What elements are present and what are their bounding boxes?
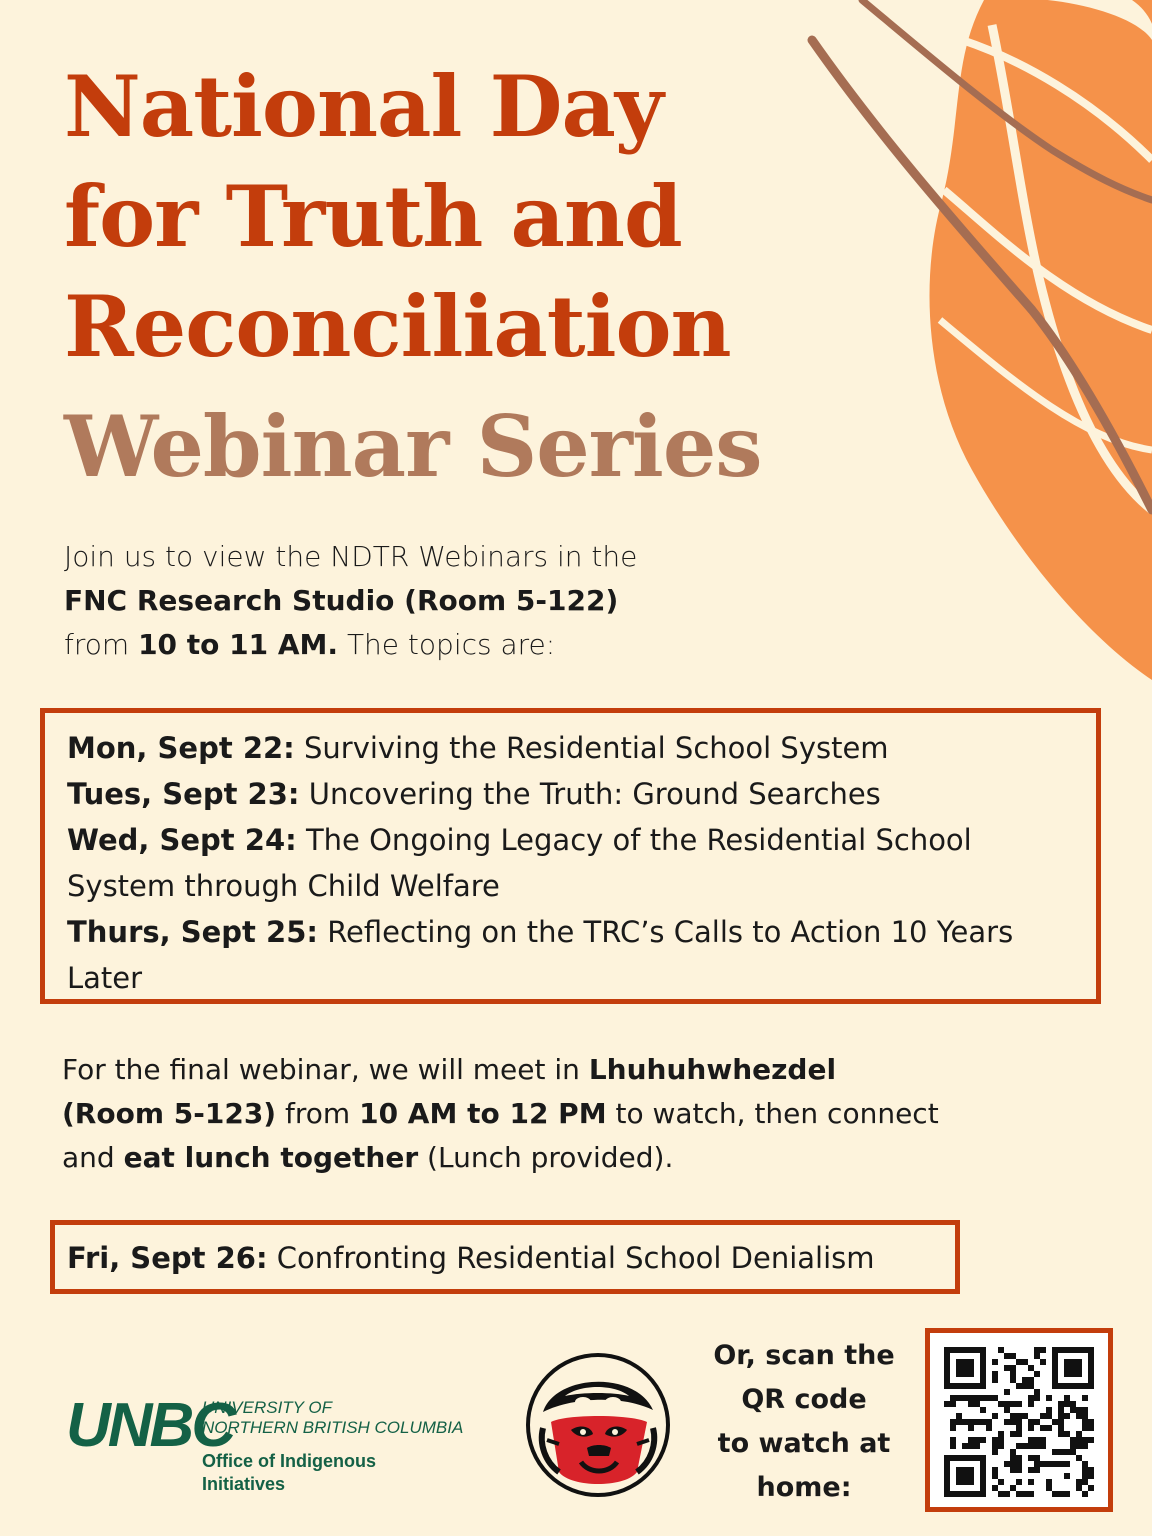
unbc-wordmark: UNBC <box>66 1391 234 1460</box>
office-line-1: Office of Indigenous <box>202 1451 376 1471</box>
session-topic: The Ongoing Legacy of the Residential School System through Child Welfare <box>67 823 972 903</box>
session-day: Mon, Sept 22: <box>67 731 295 765</box>
qr-code-icon[interactable] <box>944 1347 1094 1497</box>
session-topic: Confronting Residential School Denialism <box>276 1241 875 1275</box>
final-webinar-paragraph <box>62 1048 942 1180</box>
final-location-name: Lhuhuhwhezdel <box>588 1053 837 1086</box>
page-title <box>64 52 731 382</box>
session-day: Thurs, Sept 25: <box>67 915 318 949</box>
schedule-box <box>40 708 1101 1004</box>
session-day: Tues, Sept 23: <box>67 777 300 811</box>
session-item <box>67 817 1078 909</box>
qr-caption <box>704 1334 904 1510</box>
qr-caption-line: to watch at <box>717 1428 891 1459</box>
intro-text-1: Join us to view the NDTR Webinars in the <box>64 540 638 573</box>
intro-text-2: from <box>64 628 130 661</box>
final-text-1: For the final webinar, we will meet in <box>62 1053 580 1086</box>
final-text-2: from <box>285 1097 351 1130</box>
title-line-2: for Truth and <box>64 167 682 266</box>
final-lunch: eat lunch together <box>123 1141 419 1174</box>
university-name <box>202 1398 463 1438</box>
intro-text-3: The topics are: <box>346 628 556 661</box>
final-text-4: (Lunch provided). <box>427 1141 674 1174</box>
qr-caption-line: home: <box>756 1472 852 1503</box>
final-location-room: (Room 5-123) <box>62 1097 277 1130</box>
formline-art-emblem-icon <box>525 1352 671 1498</box>
intro-paragraph <box>64 535 824 667</box>
office-line-2: Initiatives <box>202 1474 286 1494</box>
final-session-box <box>50 1220 960 1294</box>
qr-code-frame[interactable] <box>925 1328 1113 1512</box>
session-item <box>67 909 1078 1001</box>
session-topic: Reflecting on the TRC’s Calls to Action 10 Years Later <box>67 915 1014 995</box>
page-subtitle: Webinar Series <box>64 397 762 496</box>
session-item <box>67 771 1078 817</box>
unbc-logo <box>66 1392 506 1502</box>
university-line-1: UNIVERSITY OF <box>202 1398 333 1417</box>
session-item <box>67 725 1078 771</box>
session-topic: Uncovering the Truth: Ground Searches <box>308 777 881 811</box>
final-time: 10 AM to 12 PM <box>359 1097 607 1130</box>
qr-caption-line: Or, scan the <box>713 1340 895 1371</box>
title-line-1: National Day <box>64 57 663 156</box>
intro-location: FNC Research Studio (Room 5-122) <box>64 584 619 617</box>
session-day: Wed, Sept 24: <box>67 823 297 857</box>
qr-caption-line: QR code <box>741 1384 867 1415</box>
office-name <box>202 1450 376 1496</box>
session-day: Fri, Sept 26: <box>67 1241 268 1275</box>
session-topic: Surviving the Residential School System <box>304 731 889 765</box>
intro-time: 10 to 11 AM. <box>138 628 339 661</box>
university-line-2: NORTHERN BRITISH COLUMBIA <box>202 1418 464 1437</box>
final-text-3: to watch, then connect and <box>62 1097 939 1174</box>
title-line-3: Reconciliation <box>64 277 731 376</box>
session-item <box>67 1235 941 1281</box>
